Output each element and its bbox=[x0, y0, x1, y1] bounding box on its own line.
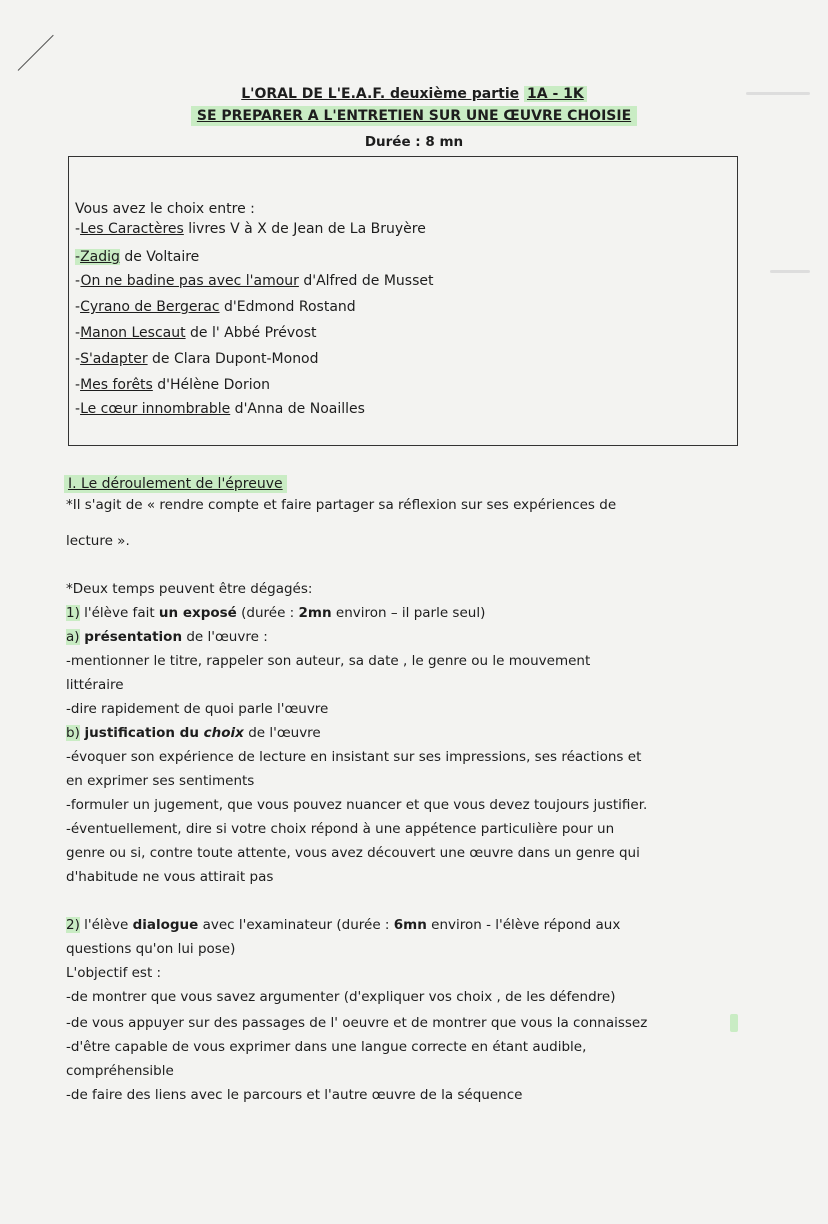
choice-item: -Manon Lescaut de l' Abbé Prévost bbox=[75, 325, 317, 341]
paragraph-line: -de faire des liens avec le parcours et l'autre œuvre de la séquence bbox=[66, 1087, 523, 1103]
paragraph-line: questions qu'on lui pose) bbox=[66, 941, 236, 957]
choice-item: -Mes forêts d'Hélène Dorion bbox=[75, 377, 271, 393]
paragraph-line: *Deux temps peuvent être dégagés: bbox=[66, 581, 313, 597]
choices-box bbox=[68, 156, 738, 446]
choice-item: -Cyrano de Bergerac d'Edmond Rostand bbox=[75, 299, 356, 315]
section-heading: I. Le déroulement de l'épreuve bbox=[64, 476, 287, 492]
paragraph-line: d'habitude ne vous attirait pas bbox=[66, 869, 274, 885]
paragraph-line: compréhensible bbox=[66, 1063, 174, 1079]
step-2: 2) l'élève dialogue avec l'examinateur (durée : 6mn environ - l'élève répond aux bbox=[66, 917, 621, 933]
paragraph-line: -mentionner le titre, rappeler son auteur, sa date , le genre ou le mouvement bbox=[66, 653, 591, 669]
paragraph-line: en exprimer ses sentiments bbox=[66, 773, 255, 789]
paragraph-line: genre ou si, contre toute attente, vous avez découvert une œuvre dans un genre qui bbox=[66, 845, 640, 861]
sub-step-a: a) présentation de l'œuvre : bbox=[66, 629, 268, 645]
choice-item: -Les Caractères livres V à X de Jean de La Bruyère bbox=[75, 221, 426, 237]
duration: Durée : 8 mn bbox=[364, 134, 464, 150]
paragraph-line: lecture ». bbox=[66, 533, 130, 549]
choice-item: -Zadig de Voltaire bbox=[75, 249, 200, 265]
choice-item: -Le cœur innombrable d'Anna de Noailles bbox=[75, 401, 365, 417]
paragraph-line: -formuler un jugement, que vous pouvez nuancer et que vous devez toujours justifier. bbox=[66, 797, 648, 813]
paragraph-line: -évoquer son expérience de lecture en insistant sur ses impressions, ses réactions et bbox=[66, 749, 642, 765]
paragraph-line: -dire rapidement de quoi parle l'œuvre bbox=[66, 701, 329, 717]
step-1: 1) l'élève fait un exposé (durée : 2mn environ – il parle seul) bbox=[66, 605, 486, 621]
paragraph-line: -de vous appuyer sur des passages de l' oeuvre et de montrer que vous la connaissez bbox=[66, 1015, 648, 1031]
highlight-mark bbox=[730, 1014, 738, 1032]
paragraph-line: -de montrer que vous savez argumenter (d'expliquer vos choix , de les défendre) bbox=[66, 989, 616, 1005]
paragraph-line: littéraire bbox=[66, 677, 124, 693]
paragraph-line: -d'être capable de vous exprimer dans une langue correcte en étant audible, bbox=[66, 1039, 587, 1055]
paragraph-line: L'objectif est : bbox=[66, 965, 162, 981]
page-title: L'ORAL DE L'E.A.F. deuxième partie 1A - 1K bbox=[0, 86, 828, 102]
choice-item: -On ne badine pas avec l'amour d'Alfred de Musset bbox=[75, 273, 434, 289]
choice-item: -S'adapter de Clara Dupont-Monod bbox=[75, 351, 319, 367]
pen-stroke bbox=[18, 35, 54, 71]
page-subtitle: SE PREPARER A L'ENTRETIEN SUR UNE ŒUVRE CHOISIE bbox=[0, 108, 828, 124]
bleed-through-mark bbox=[770, 270, 810, 273]
sub-step-b: b) justification du choix de l'œuvre bbox=[66, 725, 321, 741]
paragraph-line: *Il s'agit de « rendre compte et faire partager sa réflexion sur ses expériences de bbox=[66, 497, 617, 513]
choices-intro: Vous avez le choix entre : bbox=[75, 201, 255, 217]
paragraph-line: -éventuellement, dire si votre choix répond à une appétence particulière pour un bbox=[66, 821, 615, 837]
